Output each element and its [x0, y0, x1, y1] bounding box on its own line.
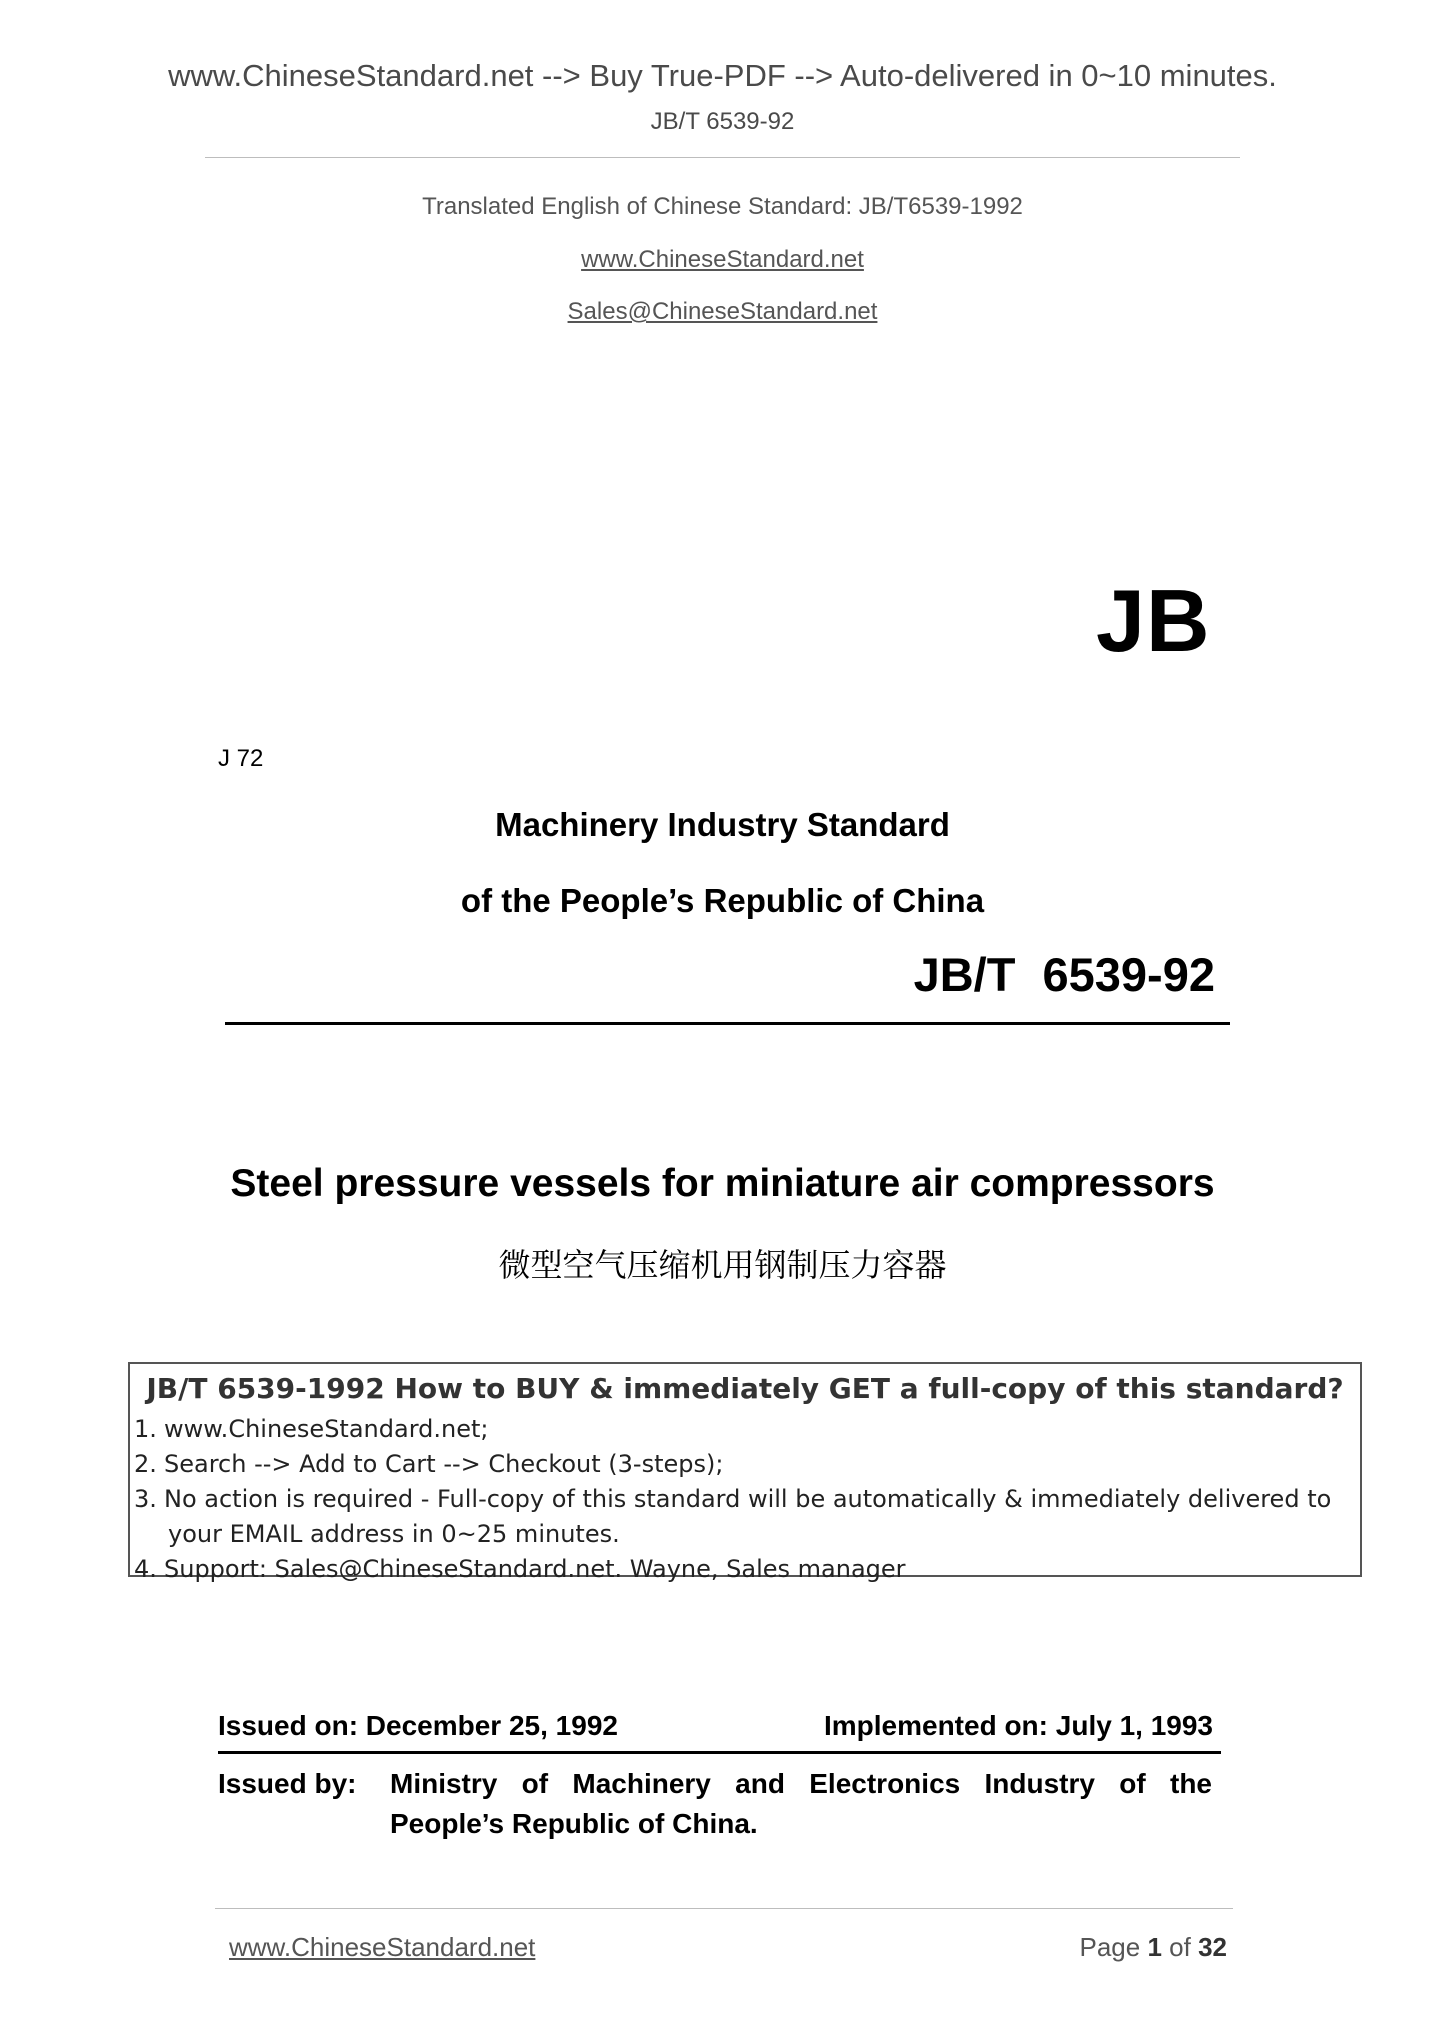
issued-by-line1: Ministry of Machinery and Electronics Industry of the	[390, 1768, 1212, 1799]
purchase-step: 4. Support: Sales@ChineseStandard.net. Wayne, Sales manager	[134, 1555, 906, 1583]
total-pages: 32	[1198, 1932, 1227, 1962]
issue-divider	[218, 1751, 1221, 1754]
email-link[interactable]: Sales@ChineseStandard.net	[567, 298, 878, 325]
issued-by-line2: People’s Republic of China.	[390, 1808, 758, 1839]
current-page: 1	[1147, 1932, 1162, 1962]
classification-code: J 72	[218, 745, 264, 772]
implemented-on-date: Implemented on: July 1, 1993	[823, 1710, 1213, 1741]
standard-number: JB/T 6539-92	[913, 948, 1215, 1001]
standard-title-line1: Machinery Industry Standard	[495, 806, 950, 843]
purchase-info-box	[128, 1362, 1362, 1583]
issued-on-date: Issued on: December 25, 1992	[218, 1710, 618, 1741]
header-standard-code: JB/T 6539-92	[650, 108, 795, 135]
purchase-step: 1. www.ChineseStandard.net;	[134, 1415, 489, 1443]
header-divider	[205, 157, 1240, 158]
website-link[interactable]: www.ChineseStandard.net	[581, 246, 864, 273]
purchase-steps-list	[134, 1412, 1350, 1587]
purchase-step: 2. Search --> Add to Cart --> Checkout (3-steps);	[134, 1450, 724, 1478]
jb-logo: JB	[1096, 571, 1211, 670]
translated-note: Translated English of Chinese Standard: JB/T6539-1992	[422, 193, 1023, 220]
document-title-english: Steel pressure vessels for miniature air compressors	[230, 1162, 1215, 1205]
footer-website-link[interactable]: www.ChineseStandard.net	[229, 1932, 536, 1962]
page-indicator: Page 1 of 32	[1079, 1932, 1227, 1962]
header-banner: www.ChineseStandard.net --> Buy True-PDF --> Auto-delivered in 0~10 minutes.	[168, 58, 1277, 93]
purchase-box-title: JB/T 6539-1992 How to BUY & immediately GET a full-copy of this standard?	[146, 1372, 1344, 1405]
purchase-step: 3. No action is required - Full-copy of this standard will be automatically & immediately delivered to your EMAIL address in 0~25 minutes.	[134, 1485, 1332, 1548]
document-title-chinese: 微型空气压缩机用钢制压力容器	[498, 1246, 947, 1284]
standard-title-line2: of the People’s Republic of China	[460, 882, 985, 919]
title-divider	[225, 1022, 1230, 1025]
issued-by-label: Issued by:	[218, 1768, 357, 1799]
footer-divider	[215, 1908, 1233, 1909]
